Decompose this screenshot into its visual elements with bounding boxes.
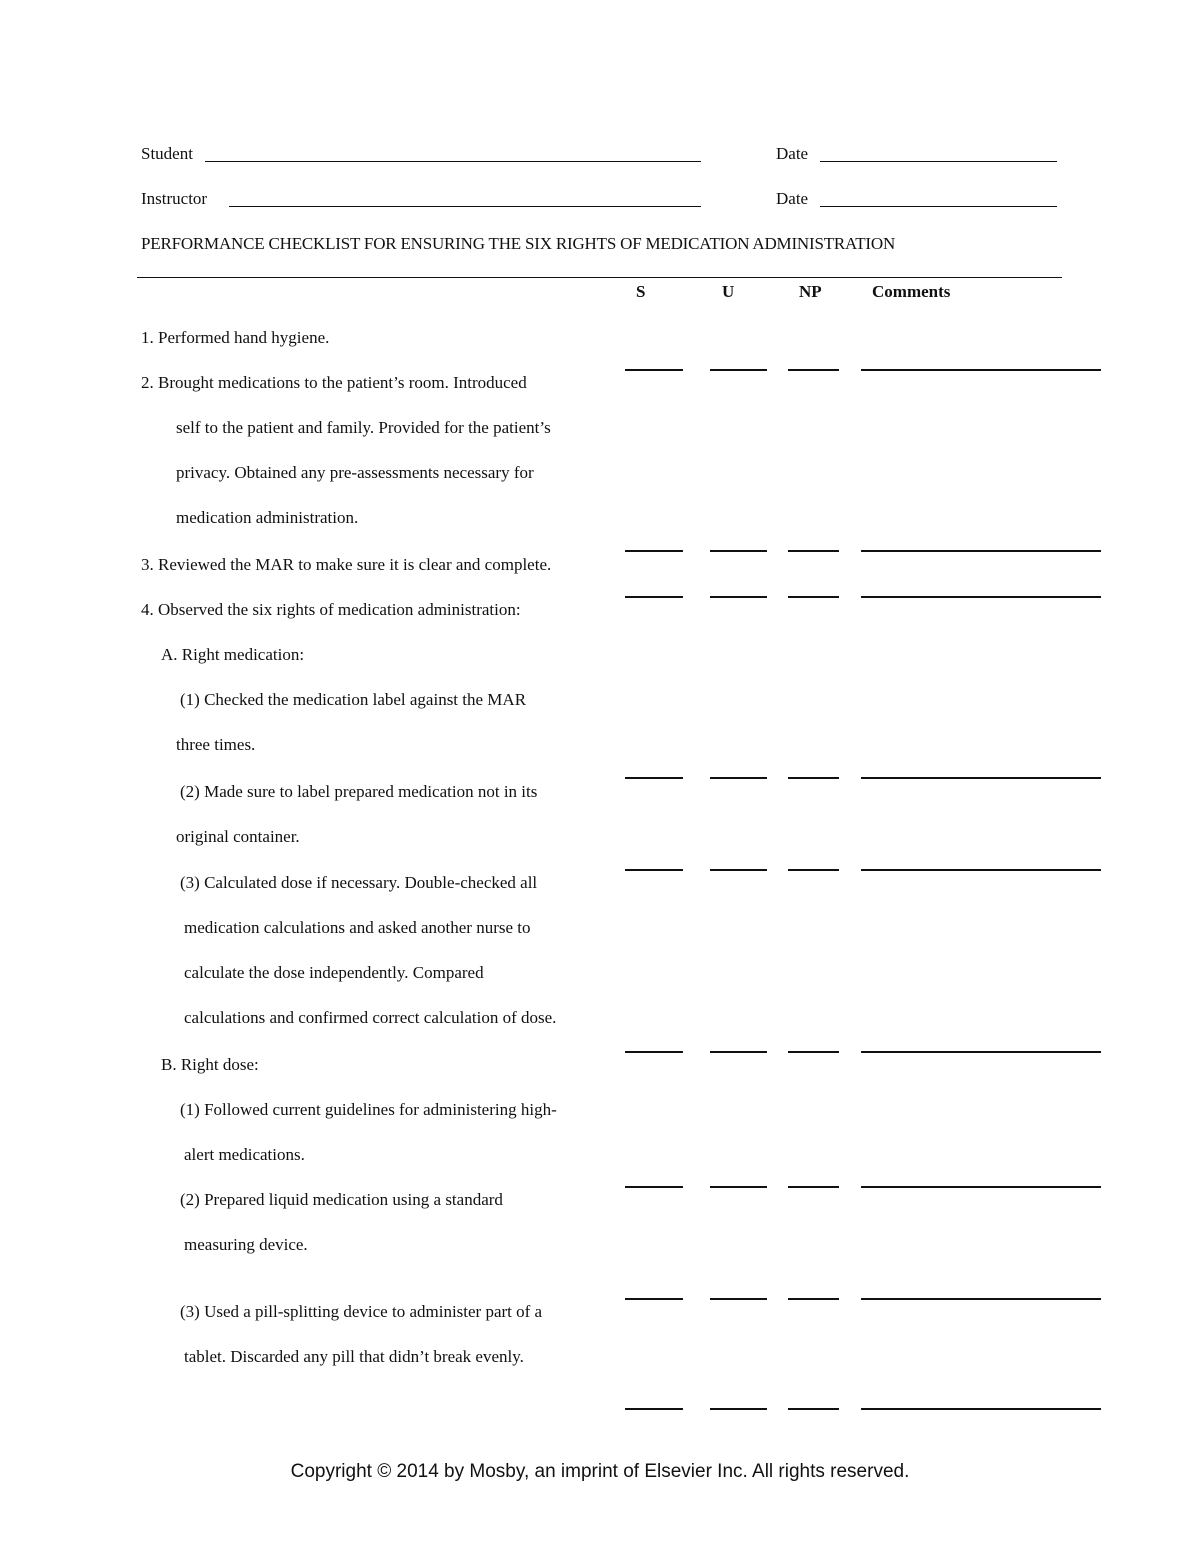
u-blank[interactable] (710, 1298, 767, 1300)
checklist-item-text: (3) Calculated dose if necessary. Double-checked all (180, 873, 538, 892)
comments-blank[interactable] (861, 1298, 1101, 1300)
checklist-item-text: (1) Checked the medication label against the MAR (180, 690, 527, 709)
checklist-item-text: calculate the dose independently. Compared (184, 963, 484, 982)
copyright-footer: Copyright © 2014 by Mosby, an imprint of Elsevier Inc. All rights reserved. (290, 1461, 910, 1482)
instructor-label: Instructor (141, 189, 208, 208)
comments-blank[interactable] (861, 369, 1101, 371)
s-blank[interactable] (625, 596, 683, 598)
checklist-item-text: medication calculations and asked another nurse to (184, 918, 531, 937)
np-blank[interactable] (788, 869, 839, 871)
u-blank[interactable] (710, 550, 767, 552)
checklist-item-text: medication administration. (176, 508, 359, 527)
s-blank[interactable] (625, 369, 683, 371)
checklist-title: PERFORMANCE CHECKLIST FOR ENSURING THE SIX RIGHTS OF MEDICATION ADMINISTRATION (141, 234, 896, 253)
np-blank[interactable] (788, 1408, 839, 1410)
checklist-item-text: alert medications. (184, 1145, 305, 1164)
np-blank[interactable] (788, 1051, 839, 1053)
checklist-item-text: (3) Used a pill-splitting device to administer part of a (180, 1302, 543, 1321)
checklist-item-text: privacy. Obtained any pre-assessments necessary for (176, 463, 534, 482)
u-blank[interactable] (710, 1408, 767, 1410)
checklist-item-text: (1) Followed current guidelines for administering high- (180, 1100, 557, 1119)
comments-blank[interactable] (861, 550, 1101, 552)
checklist-item-text: tablet. Discarded any pill that didn’t break evenly. (184, 1347, 524, 1366)
comments-blank[interactable] (861, 1408, 1101, 1410)
checklist-item-text: three times. (176, 735, 256, 754)
comments-blank[interactable] (861, 1051, 1101, 1053)
s-blank[interactable] (625, 1051, 683, 1053)
checklist-item-text: 4. Observed the six rights of medication administration: (141, 600, 521, 619)
date-label: Date (776, 144, 809, 163)
u-blank[interactable] (710, 777, 767, 779)
checklist-item-text: calculations and confirmed correct calculation of dose. (184, 1008, 557, 1027)
checklist-item-text: original container. (176, 827, 300, 846)
checklist-item-text: self to the patient and family. Provided for the patient’s (176, 418, 551, 437)
comments-blank[interactable] (861, 596, 1101, 598)
s-blank[interactable] (625, 550, 683, 552)
u-blank[interactable] (710, 596, 767, 598)
checklist-subheading: A. Right medication: (161, 645, 305, 664)
s-blank[interactable] (625, 1408, 683, 1410)
u-blank[interactable] (710, 1186, 767, 1188)
np-blank[interactable] (788, 369, 839, 371)
checklist-item-text: 2. Brought medications to the patient’s room. Introduced (141, 373, 527, 392)
np-blank[interactable] (788, 1298, 839, 1300)
instructor-name-field[interactable] (229, 206, 701, 207)
checklist-item-text: (2) Made sure to label prepared medication not in its (180, 782, 538, 801)
column-header-np: NP (799, 282, 822, 301)
checklist-item-text: measuring device. (184, 1235, 308, 1254)
comments-blank[interactable] (861, 869, 1101, 871)
s-blank[interactable] (625, 1298, 683, 1300)
checklist-item-text: (2) Prepared liquid medication using a standard (180, 1190, 503, 1209)
checklist-subheading: B. Right dose: (161, 1055, 259, 1074)
comments-blank[interactable] (861, 1186, 1101, 1188)
title-divider (137, 277, 1062, 278)
student-name-field[interactable] (205, 161, 701, 162)
student-date-field[interactable] (820, 161, 1057, 162)
np-blank[interactable] (788, 1186, 839, 1188)
checklist-item-text: 3. Reviewed the MAR to make sure it is clear and complete. (141, 555, 552, 574)
instructor-date-field[interactable] (820, 206, 1057, 207)
np-blank[interactable] (788, 777, 839, 779)
u-blank[interactable] (710, 369, 767, 371)
comments-blank[interactable] (861, 777, 1101, 779)
np-blank[interactable] (788, 550, 839, 552)
u-blank[interactable] (710, 869, 767, 871)
date-label: Date (776, 189, 809, 208)
checklist-item-text: 1. Performed hand hygiene. (141, 328, 330, 347)
column-header-comments: Comments (872, 282, 951, 301)
u-blank[interactable] (710, 1051, 767, 1053)
student-label: Student (141, 144, 193, 163)
column-header-u: U (722, 282, 735, 301)
s-blank[interactable] (625, 1186, 683, 1188)
s-blank[interactable] (625, 777, 683, 779)
column-header-s: S (636, 282, 646, 301)
s-blank[interactable] (625, 869, 683, 871)
np-blank[interactable] (788, 596, 839, 598)
